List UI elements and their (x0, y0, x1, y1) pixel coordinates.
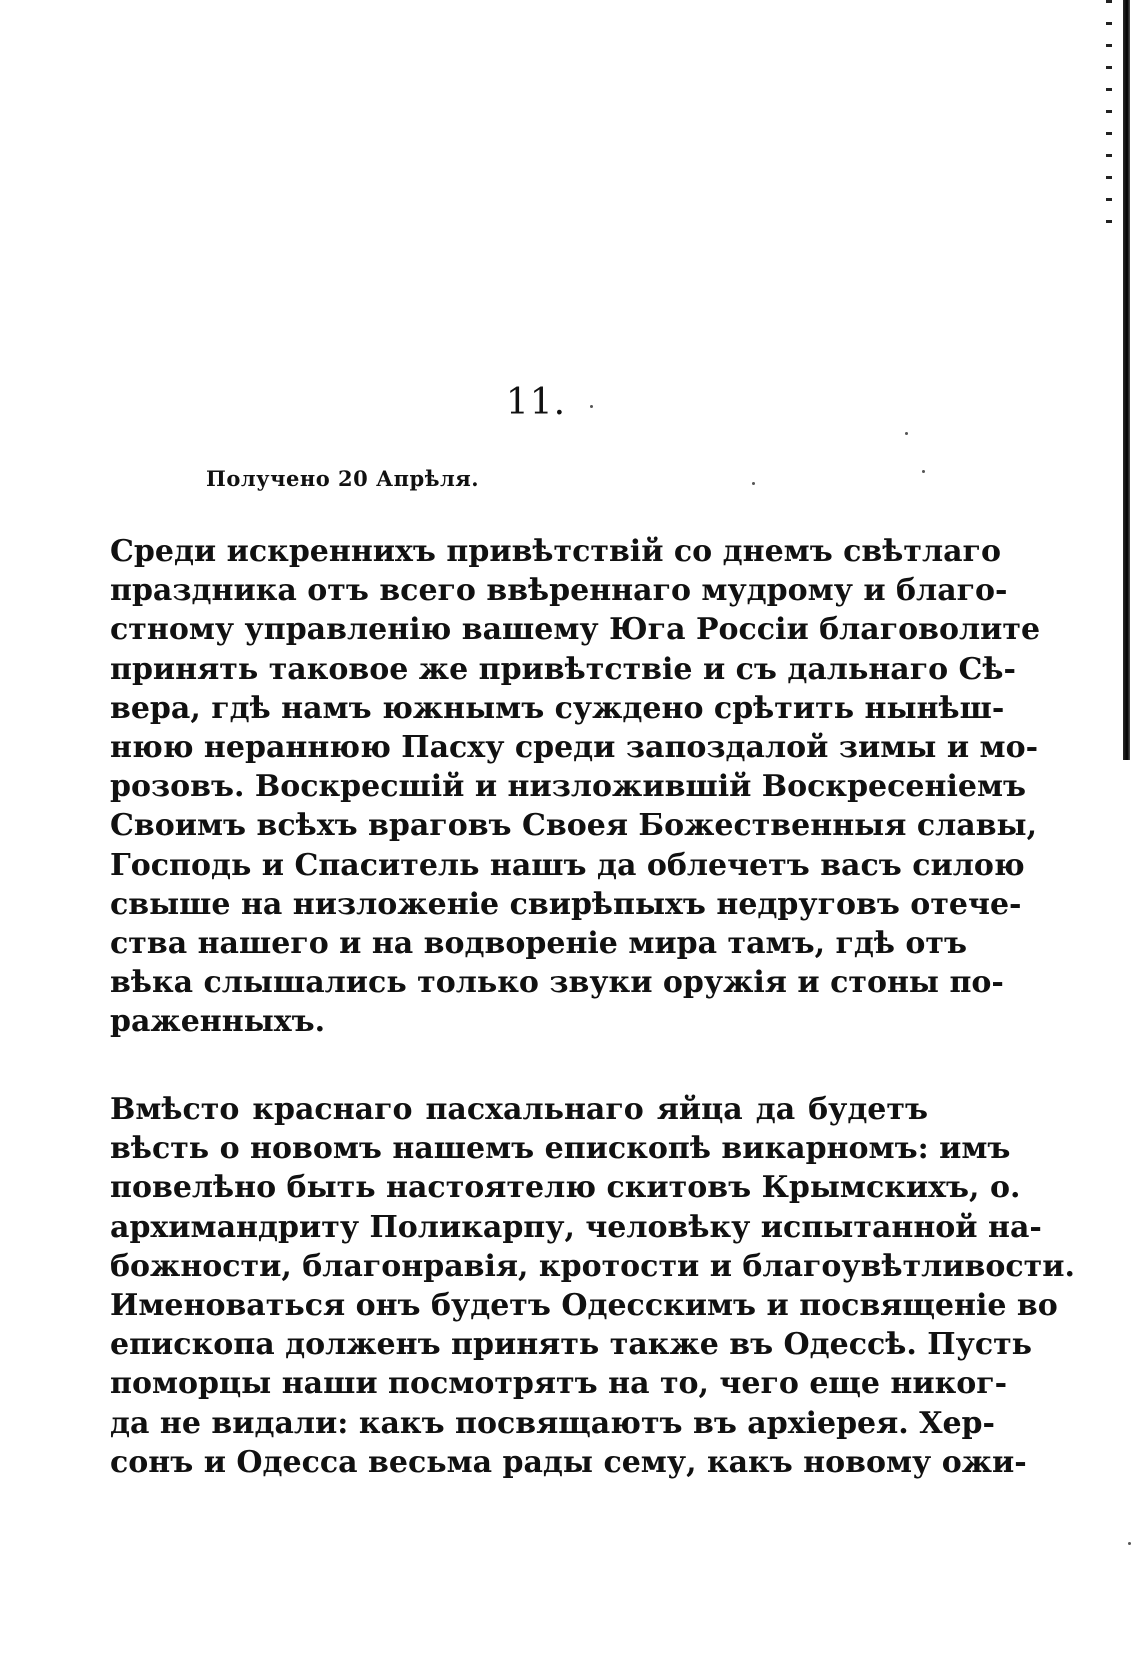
scan-speck (752, 482, 755, 485)
text-line: епископа долженъ принять также въ Одессѣ. Пусть (110, 1327, 1033, 1363)
text-line: вѣка слышались только звуки оружія и стоны по- (110, 965, 1004, 1001)
text-line: Господь и Спаситель нашъ да облечетъ васъ силою (110, 847, 1025, 883)
scan-speck (590, 405, 593, 408)
text-line: стному управленію вашему Юга Россіи благоволите (110, 612, 1041, 648)
received-date-note: Получено 20 Апрѣля. (206, 466, 480, 491)
page-edge-shadow (1123, 0, 1130, 760)
paragraph-2 (110, 1090, 1075, 1482)
text-line: свыше на низложеніе свирѣпыхъ недруговъ отече- (110, 886, 1022, 922)
text-line: нюю нераннюю Пасху среди запоздалой зимы и мо- (110, 730, 1039, 766)
page-number: 11. (505, 382, 567, 423)
text-line: Вмѣсто краснаго пасхальнаго яйца да будетъ (110, 1092, 928, 1127)
page-edge-marks (1106, 0, 1112, 230)
text-line: принять таковое же привѣтствіе и съ дальнаго Сѣ- (110, 651, 1016, 687)
text-line: повелѣно быть настоятелю скитовъ Крымскихъ, о. (110, 1170, 1021, 1206)
scan-speck (1128, 1542, 1131, 1545)
text-line: божности, благонравія, кротости и благоувѣтливости. (110, 1248, 1075, 1284)
scan-speck (905, 432, 908, 435)
text-line: вѣсть о новомъ нашемъ епископѣ викарномъ: имъ (110, 1131, 1011, 1167)
text-line: архимандриту Поликарпу, человѣку испытанной на- (110, 1209, 1042, 1245)
text-line: розовъ. Воскресшій и низложившій Воскресеніемъ (110, 769, 1027, 805)
text-line: праздника отъ всего ввѣреннаго мудрому и благо- (110, 573, 1008, 609)
text-line: Среди искреннихъ привѣтствій со днемъ свѣтлаго (110, 534, 1001, 569)
text-line: вера, гдѣ намъ южнымъ суждено срѣтить нынѣш- (110, 690, 1005, 726)
text-line: сонъ и Одесса весьма рады сему, какъ новому ожи- (110, 1444, 1027, 1480)
text-line: ства нашего и на водвореніе мира тамъ, гдѣ отъ (110, 926, 968, 962)
scan-speck (922, 470, 925, 473)
text-line: поморцы наши посмотрятъ на то, чего еще никог- (110, 1366, 1008, 1402)
text-line: раженныхъ. (110, 1004, 326, 1040)
text-line: да не видали: какъ посвящаютъ въ архіерея. Хер- (110, 1405, 995, 1441)
paragraph-1 (110, 532, 1041, 1042)
text-line: Своимъ всѣхъ враговъ Своея Божественныя славы, (110, 808, 1038, 844)
text-line: Именоваться онъ будетъ Одесскимъ и посвященіе во (110, 1288, 1058, 1324)
